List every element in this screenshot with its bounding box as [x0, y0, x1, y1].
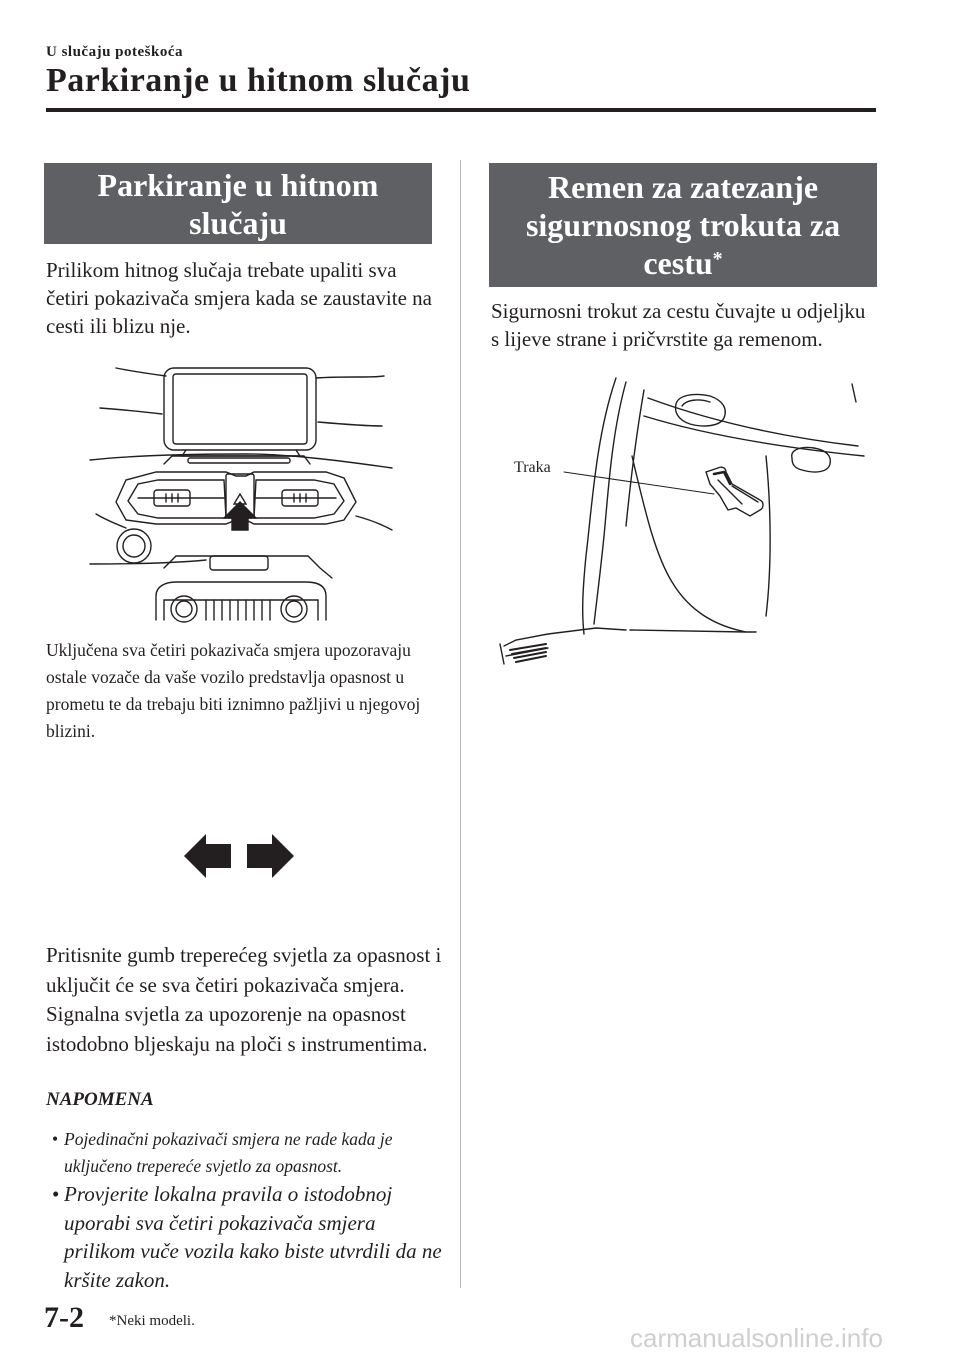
bullet: • — [52, 1182, 60, 1206]
watermark: carmanualsonline.info — [630, 1323, 883, 1353]
note-item — [52, 1126, 444, 1180]
note-item — [52, 1180, 444, 1294]
instructions-paragraph: Pritisnite gumb treperećeg svjetla za opasnost i uključit će se sva četiri pokazivača smjera. Signalna svjetla za upozorenje na opasnost istodobno bljeskaju na ploči s instrumentima. — [46, 943, 442, 1056]
hazard-arrows-icon — [184, 834, 294, 878]
footnote: *Neki modeli. — [109, 1313, 195, 1329]
title-rule — [46, 108, 876, 112]
right-section-heading — [489, 163, 877, 287]
left-heading-text: Parkiranje u hitnom slučaju — [97, 166, 379, 241]
column-divider — [460, 160, 461, 1288]
dashboard-illustration — [86, 356, 396, 628]
intro-paragraph: Prilikom hitnog slučaja trebate upaliti sva četiri pokazivača smjera kada se zaustavite na cesti ili blizu nje. — [46, 258, 432, 338]
section-label: U slučaju poteškoća — [46, 44, 184, 60]
illustration-caption: Uključena sva četiri pokazivača smjera upozoravaju ostale vozače da vaše vozilo predstavlja opasnost u prometu te da trebaju biti iznimno pažljivi u njegovoj blizini. — [46, 640, 421, 741]
left-section-heading — [44, 163, 432, 244]
strap-label: Traka — [514, 459, 551, 476]
right-heading-text: Remen za zatezanje sigurnosnog trokuta za cestu — [525, 169, 841, 281]
note-text: Provjerite lokalna pravila o istodobnoj uporabi sva četiri pokazivača smjera prilikom vuče vozila kako biste utvrdili da ne kršite zakon. — [64, 1182, 442, 1292]
footnote-mark: * — [712, 248, 723, 270]
bullet: • — [52, 1129, 59, 1149]
trunk-strap-illustration — [496, 376, 870, 666]
note-title: NAPOMENA — [46, 1089, 154, 1110]
page-number: 7-2 — [44, 1301, 84, 1334]
note-text: Pojedinačni pokazivači smjera ne rade kada je uključeno trepereće svjetlo za opasnost. — [64, 1129, 393, 1176]
triangle-strap-paragraph: Sigurnosni trokut za cestu čuvajte u odjeljku s lijeve strane i pričvrstite ga remenom. — [491, 299, 866, 351]
page-title: Parkiranje u hitnom slučaju — [46, 62, 471, 99]
